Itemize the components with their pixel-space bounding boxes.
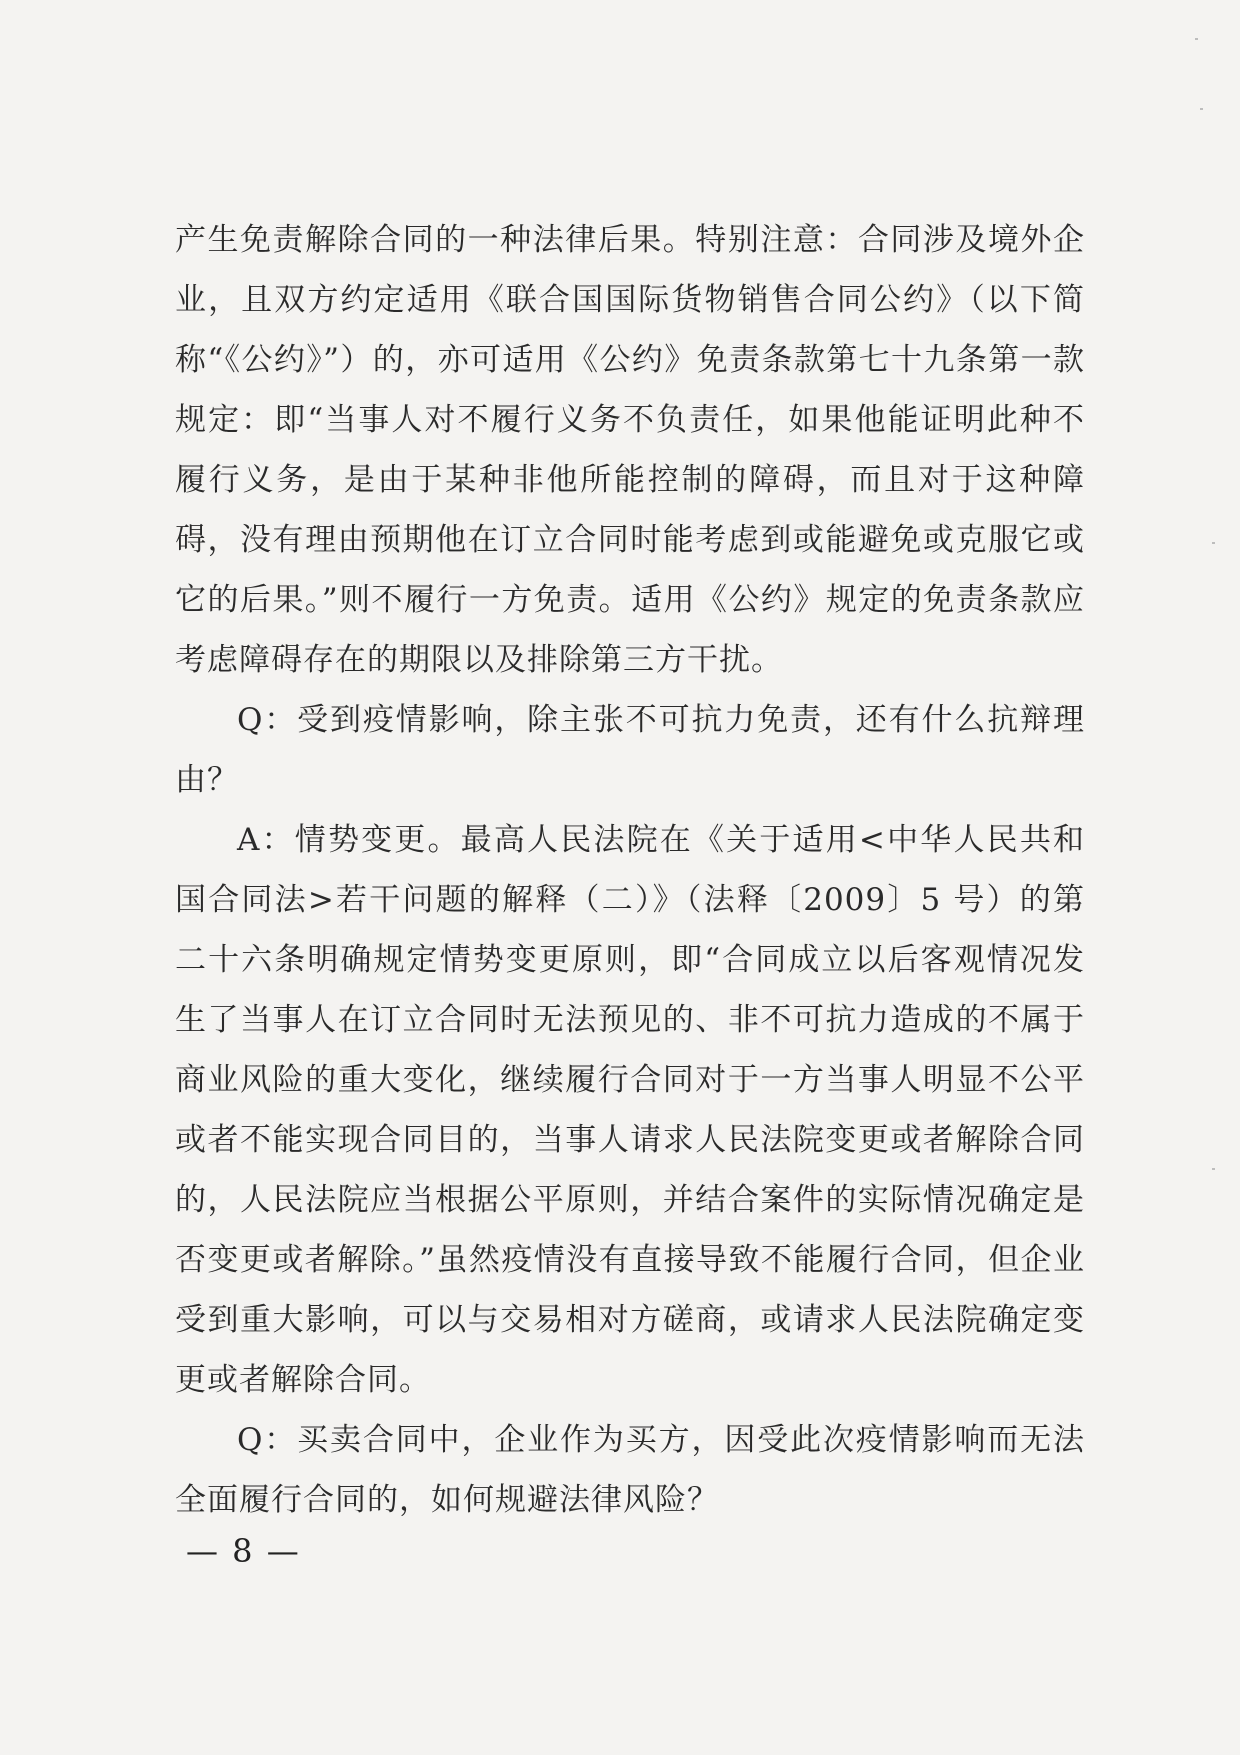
paragraph-2-question: Q：受到疫情影响，除主张不可抗力免责，还有什么抗辩理由？ xyxy=(175,702,1085,798)
page-number: — 8 — xyxy=(186,1532,301,1570)
scan-speck xyxy=(1212,542,1215,544)
scan-speck xyxy=(1212,1168,1215,1170)
paragraph-3-answer: A：情势变更。最高人民法院在《关于适用<中华人民共和国合同法>若干问题的解释（二）》（法释〔2009〕5 号）的第二十六条明确规定情势变更原则，即“合同成立以后客观情况发生了当事人在订立合同时无法预见的、非不可抗力造成的不属于商业风险的重大变化，继续履行合同对于一方当事人明显不公平或者不能实现合同目的，当事人请求人民法院变更或者解除合同的，人民法院应当根据公平原则，并结合案件的实际情况确定是否变更或者解除。”虽然疫情没有直接导致不能履行合同，但企业受到重大影响，可以与交易相对方磋商，或请求人民法院确定变更或者解除合同。 xyxy=(175,822,1085,1398)
scan-speck xyxy=(1195,38,1198,40)
scan-speck xyxy=(1200,108,1203,110)
paragraph-1: 产生免责解除合同的一种法律后果。特别注意：合同涉及境外企业，且双方约定适用《联合国国际货物销售合同公约》（以下简称“《公约》”）的，亦可适用《公约》免责条款第七十九条第一款规定：即“当事人对不履行义务不负责任，如果他能证明此种不履行义务，是由于某种非他所能控制的障碍，而且对于这种障碍，没有理由预期他在订立合同时能考虑到或能避免或克服它或它的后果。”则不履行一方免责。适用《公约》规定的免责条款应考虑障碍存在的期限以及排除第三方干扰。 xyxy=(175,222,1085,678)
document-body xyxy=(175,210,1085,1530)
paragraph-4-question: Q：买卖合同中，企业作为买方，因受此次疫情影响而无法全面履行合同的，如何规避法律风险？ xyxy=(175,1422,1085,1518)
